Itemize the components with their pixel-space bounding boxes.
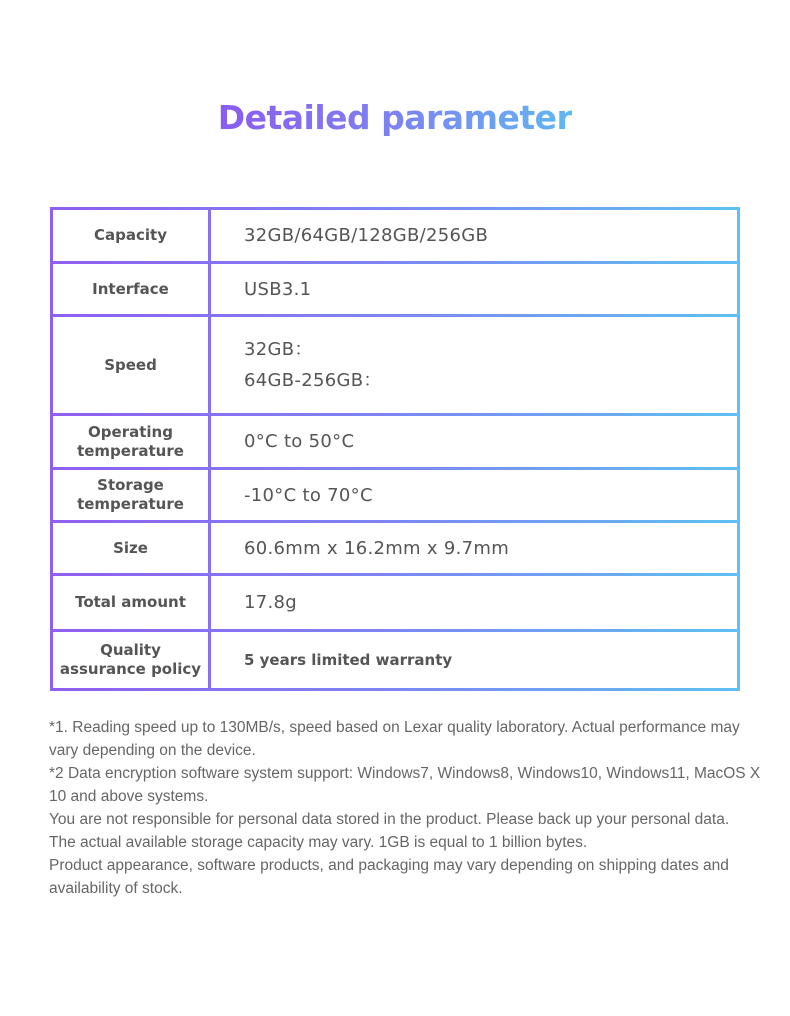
interface-value: USB3.1 — [211, 264, 737, 314]
interface-label: Interface — [53, 264, 208, 314]
table-row-capacity — [53, 210, 737, 261]
speed-label: Speed — [53, 317, 208, 413]
speed-value — [211, 317, 737, 413]
footnote-3: You are not responsible for personal data stored in the product. Please back up your personal data. — [49, 811, 730, 828]
table-row-storage-temperature — [53, 470, 737, 520]
total-amount-value: 17.8g — [211, 576, 737, 629]
size-label: Size — [53, 523, 208, 573]
page-title — [0, 96, 790, 140]
storage-temperature-value: -10°C to 70°C — [211, 470, 737, 520]
table-row-operating-temperature — [53, 416, 737, 467]
table-row-quality-assurance — [53, 632, 737, 688]
operating-temperature-value: 0°C to 50°C — [211, 416, 737, 467]
footnote-2: *2 Data encryption software system support: Windows7, Windows8, Windows10, Windows11, MacOS X 10 and above systems. — [49, 765, 761, 805]
parameter-table — [50, 207, 740, 691]
quality-assurance-label: Quality assurance policy — [53, 632, 208, 688]
capacity-label: Capacity — [53, 210, 208, 261]
footnotes — [49, 716, 764, 900]
table-row-size — [53, 523, 737, 573]
footnote-1: *1. Reading speed up to 130MB/s, speed based on Lexar quality laboratory. Actual performance may vary depending on the device. — [49, 719, 740, 759]
speed-value-line-2: 64GB-256GB： — [244, 370, 382, 391]
capacity-value: 32GB/64GB/128GB/256GB — [211, 210, 737, 261]
storage-temperature-label: Storage temperature — [53, 470, 208, 520]
footnote-4: The actual available storage capacity may vary. 1GB is equal to 1 billion bytes. — [49, 834, 588, 851]
operating-temperature-label: Operating temperature — [53, 416, 208, 467]
page-title-text: Detailed parameter — [217, 98, 573, 137]
size-value: 60.6mm x 16.2mm x 9.7mm — [211, 523, 737, 573]
table-row-total-amount — [53, 576, 737, 629]
table-row-interface — [53, 264, 737, 314]
footnote-5: Product appearance, software products, and packaging may vary depending on shipping dates and availability of stock. — [49, 857, 729, 897]
total-amount-label: Total amount — [53, 576, 208, 629]
quality-assurance-value: 5 years limited warranty — [211, 632, 737, 688]
speed-value-line-1: 32GB： — [244, 339, 313, 360]
table-row-speed — [53, 317, 737, 413]
